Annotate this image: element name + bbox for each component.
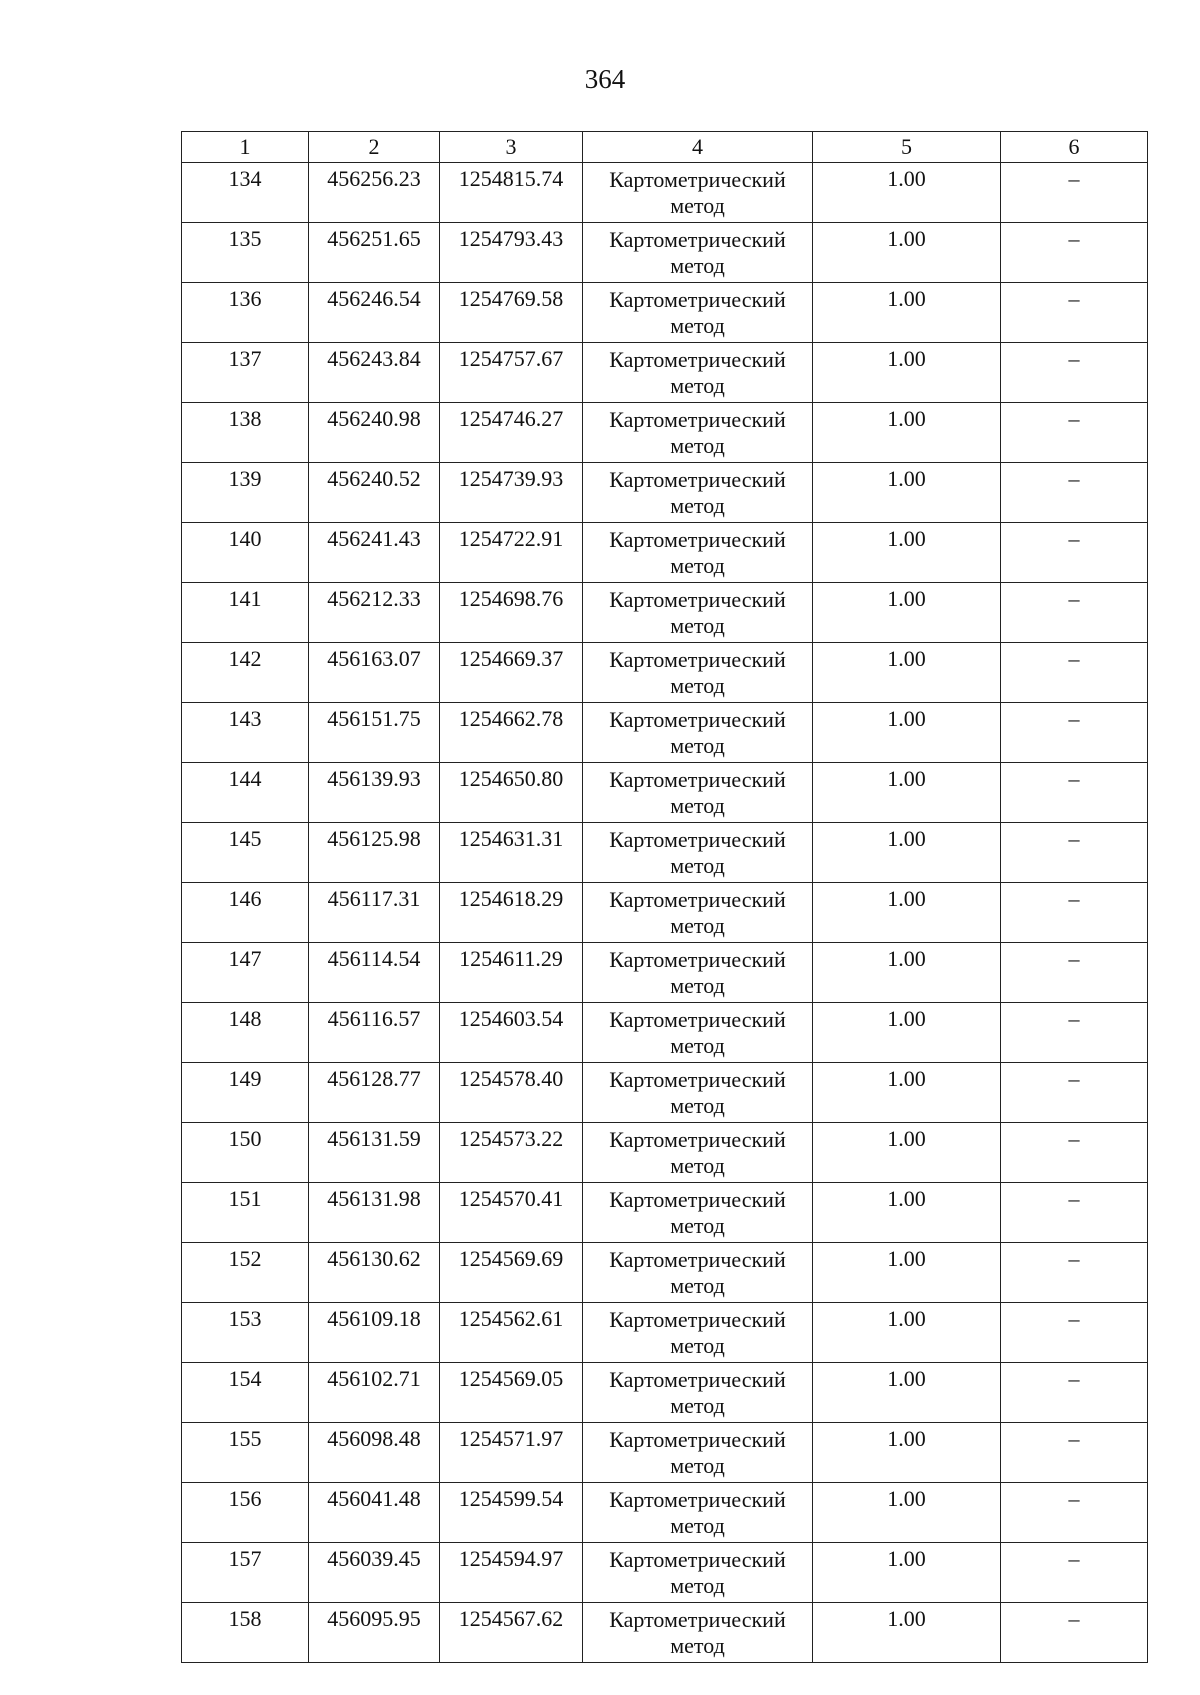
table-row: [182, 763, 1148, 823]
y-coordinate-cell: 1254793.43: [440, 223, 583, 283]
y-coordinate-cell: 1254746.27: [440, 403, 583, 463]
x-coordinate-cell: 456240.98: [309, 403, 440, 463]
note-cell: –: [1001, 1063, 1148, 1123]
accuracy-cell: 1.00: [813, 1423, 1001, 1483]
x-coordinate-cell: 456246.54: [309, 283, 440, 343]
accuracy-cell: 1.00: [813, 1303, 1001, 1363]
header-col-6: 6: [1001, 132, 1148, 163]
header-col-4: 4: [583, 132, 813, 163]
method-cell: [583, 163, 813, 223]
method-cell: [583, 1603, 813, 1663]
method-line-2: метод: [670, 613, 725, 638]
method-cell: [583, 823, 813, 883]
y-coordinate-cell: 1254769.58: [440, 283, 583, 343]
table-row: [182, 1363, 1148, 1423]
y-coordinate-cell: 1254611.29: [440, 943, 583, 1003]
method-line-1: Картометрический: [609, 947, 786, 972]
x-coordinate-cell: 456098.48: [309, 1423, 440, 1483]
method-line-1: Картометрический: [609, 707, 786, 732]
accuracy-cell: 1.00: [813, 283, 1001, 343]
method-line-1: Картометрический: [609, 287, 786, 312]
method-line-1: Картометрический: [609, 587, 786, 612]
table-row: [182, 823, 1148, 883]
point-number-cell: 150: [182, 1123, 309, 1183]
point-number-cell: 139: [182, 463, 309, 523]
x-coordinate-cell: 456163.07: [309, 643, 440, 703]
point-number-cell: 152: [182, 1243, 309, 1303]
y-coordinate-cell: 1254739.93: [440, 463, 583, 523]
note-cell: –: [1001, 703, 1148, 763]
accuracy-cell: 1.00: [813, 1183, 1001, 1243]
x-coordinate-cell: 456116.57: [309, 1003, 440, 1063]
method-line-1: Картометрический: [609, 347, 786, 372]
note-cell: –: [1001, 1483, 1148, 1543]
x-coordinate-cell: 456243.84: [309, 343, 440, 403]
method-line-1: Картометрический: [609, 1307, 786, 1332]
method-line-1: Картометрический: [609, 1367, 786, 1392]
header-col-1: 1: [182, 132, 309, 163]
table-row: [182, 1183, 1148, 1243]
note-cell: –: [1001, 1003, 1148, 1063]
point-number-cell: 147: [182, 943, 309, 1003]
note-cell: –: [1001, 343, 1148, 403]
y-coordinate-cell: 1254603.54: [440, 1003, 583, 1063]
method-line-2: метод: [670, 493, 725, 518]
note-cell: –: [1001, 1243, 1148, 1303]
point-number-cell: 145: [182, 823, 309, 883]
note-cell: –: [1001, 1183, 1148, 1243]
y-coordinate-cell: 1254815.74: [440, 163, 583, 223]
accuracy-cell: 1.00: [813, 943, 1001, 1003]
accuracy-cell: 1.00: [813, 1243, 1001, 1303]
y-coordinate-cell: 1254650.80: [440, 763, 583, 823]
method-cell: [583, 463, 813, 523]
method-line-2: метод: [670, 433, 725, 458]
x-coordinate-cell: 456212.33: [309, 583, 440, 643]
table-row: [182, 1303, 1148, 1363]
x-coordinate-cell: 456109.18: [309, 1303, 440, 1363]
method-cell: [583, 1303, 813, 1363]
y-coordinate-cell: 1254571.97: [440, 1423, 583, 1483]
note-cell: –: [1001, 1543, 1148, 1603]
method-cell: [583, 1243, 813, 1303]
point-number-cell: 141: [182, 583, 309, 643]
point-number-cell: 154: [182, 1363, 309, 1423]
y-coordinate-cell: 1254599.54: [440, 1483, 583, 1543]
x-coordinate-cell: 456241.43: [309, 523, 440, 583]
y-coordinate-cell: 1254594.97: [440, 1543, 583, 1603]
method-line-1: Картометрический: [609, 647, 786, 672]
y-coordinate-cell: 1254722.91: [440, 523, 583, 583]
table-row: [182, 1243, 1148, 1303]
table-row: [182, 703, 1148, 763]
y-coordinate-cell: 1254569.05: [440, 1363, 583, 1423]
method-cell: [583, 1363, 813, 1423]
method-line-2: метод: [670, 253, 725, 278]
x-coordinate-cell: 456131.98: [309, 1183, 440, 1243]
y-coordinate-cell: 1254698.76: [440, 583, 583, 643]
note-cell: –: [1001, 1123, 1148, 1183]
point-number-cell: 151: [182, 1183, 309, 1243]
point-number-cell: 134: [182, 163, 309, 223]
method-line-1: Картометрический: [609, 1547, 786, 1572]
accuracy-cell: 1.00: [813, 403, 1001, 463]
note-cell: –: [1001, 163, 1148, 223]
method-line-1: Картометрический: [609, 1067, 786, 1092]
note-cell: –: [1001, 583, 1148, 643]
method-line-1: Картометрический: [609, 1427, 786, 1452]
method-cell: [583, 223, 813, 283]
table-row: [182, 403, 1148, 463]
point-number-cell: 137: [182, 343, 309, 403]
note-cell: –: [1001, 943, 1148, 1003]
method-line-2: метод: [670, 1273, 725, 1298]
accuracy-cell: 1.00: [813, 1123, 1001, 1183]
table-row: [182, 1543, 1148, 1603]
y-coordinate-cell: 1254569.69: [440, 1243, 583, 1303]
table-row: [182, 583, 1148, 643]
method-cell: [583, 283, 813, 343]
accuracy-cell: 1.00: [813, 1603, 1001, 1663]
accuracy-cell: 1.00: [813, 463, 1001, 523]
method-line-2: метод: [670, 853, 725, 878]
table-row: [182, 163, 1148, 223]
table-row: [182, 943, 1148, 1003]
note-cell: –: [1001, 223, 1148, 283]
method-cell: [583, 1003, 813, 1063]
method-cell: [583, 343, 813, 403]
method-cell: [583, 703, 813, 763]
method-cell: [583, 1543, 813, 1603]
method-line-2: метод: [670, 313, 725, 338]
x-coordinate-cell: 456039.45: [309, 1543, 440, 1603]
note-cell: –: [1001, 883, 1148, 943]
x-coordinate-cell: 456095.95: [309, 1603, 440, 1663]
method-cell: [583, 583, 813, 643]
method-line-2: метод: [670, 673, 725, 698]
x-coordinate-cell: 456041.48: [309, 1483, 440, 1543]
header-col-3: 3: [440, 132, 583, 163]
accuracy-cell: 1.00: [813, 1363, 1001, 1423]
table-row: [182, 1003, 1148, 1063]
point-number-cell: 146: [182, 883, 309, 943]
table-row: [182, 1123, 1148, 1183]
accuracy-cell: 1.00: [813, 343, 1001, 403]
method-line-1: Картометрический: [609, 767, 786, 792]
point-number-cell: 149: [182, 1063, 309, 1123]
x-coordinate-cell: 456128.77: [309, 1063, 440, 1123]
y-coordinate-cell: 1254573.22: [440, 1123, 583, 1183]
point-number-cell: 143: [182, 703, 309, 763]
method-cell: [583, 1063, 813, 1123]
method-line-1: Картометрический: [609, 467, 786, 492]
note-cell: –: [1001, 1363, 1148, 1423]
note-cell: –: [1001, 1603, 1148, 1663]
y-coordinate-cell: 1254631.31: [440, 823, 583, 883]
accuracy-cell: 1.00: [813, 643, 1001, 703]
method-cell: [583, 1123, 813, 1183]
accuracy-cell: 1.00: [813, 703, 1001, 763]
header-row: [182, 132, 1148, 163]
x-coordinate-cell: 456151.75: [309, 703, 440, 763]
point-number-cell: 157: [182, 1543, 309, 1603]
x-coordinate-cell: 456251.65: [309, 223, 440, 283]
table-row: [182, 883, 1148, 943]
method-line-2: метод: [670, 913, 725, 938]
point-number-cell: 153: [182, 1303, 309, 1363]
method-line-2: метод: [670, 1453, 725, 1478]
method-cell: [583, 643, 813, 703]
method-cell: [583, 883, 813, 943]
method-line-1: Картометрический: [609, 407, 786, 432]
method-line-2: метод: [670, 973, 725, 998]
x-coordinate-cell: 456139.93: [309, 763, 440, 823]
point-number-cell: 156: [182, 1483, 309, 1543]
y-coordinate-cell: 1254567.62: [440, 1603, 583, 1663]
note-cell: –: [1001, 643, 1148, 703]
method-cell: [583, 763, 813, 823]
header-col-5: 5: [813, 132, 1001, 163]
method-line-2: метод: [670, 193, 725, 218]
table-row: [182, 523, 1148, 583]
method-line-1: Картометрический: [609, 1007, 786, 1032]
method-cell: [583, 523, 813, 583]
note-cell: –: [1001, 403, 1148, 463]
method-line-2: метод: [670, 1633, 725, 1658]
table-row: [182, 463, 1148, 523]
x-coordinate-cell: 456102.71: [309, 1363, 440, 1423]
method-line-2: метод: [670, 1033, 725, 1058]
coordinates-table: [181, 131, 1148, 1663]
method-line-2: метод: [670, 1573, 725, 1598]
method-line-1: Картометрический: [609, 1127, 786, 1152]
accuracy-cell: 1.00: [813, 583, 1001, 643]
point-number-cell: 140: [182, 523, 309, 583]
method-line-2: метод: [670, 373, 725, 398]
method-line-1: Картометрический: [609, 1247, 786, 1272]
method-cell: [583, 1183, 813, 1243]
table-body: [182, 163, 1148, 1663]
method-line-2: метод: [670, 1093, 725, 1118]
x-coordinate-cell: 456240.52: [309, 463, 440, 523]
y-coordinate-cell: 1254669.37: [440, 643, 583, 703]
accuracy-cell: 1.00: [813, 1003, 1001, 1063]
table-row: [182, 1603, 1148, 1663]
accuracy-cell: 1.00: [813, 1063, 1001, 1123]
method-cell: [583, 1423, 813, 1483]
method-line-2: метод: [670, 1513, 725, 1538]
note-cell: –: [1001, 1303, 1148, 1363]
point-number-cell: 142: [182, 643, 309, 703]
accuracy-cell: 1.00: [813, 523, 1001, 583]
accuracy-cell: 1.00: [813, 1543, 1001, 1603]
y-coordinate-cell: 1254618.29: [440, 883, 583, 943]
method-line-2: метод: [670, 793, 725, 818]
accuracy-cell: 1.00: [813, 883, 1001, 943]
y-coordinate-cell: 1254757.67: [440, 343, 583, 403]
method-line-2: метод: [670, 1213, 725, 1238]
note-cell: –: [1001, 463, 1148, 523]
x-coordinate-cell: 456125.98: [309, 823, 440, 883]
table-row: [182, 643, 1148, 703]
method-line-2: метод: [670, 553, 725, 578]
x-coordinate-cell: 456117.31: [309, 883, 440, 943]
method-line-1: Картометрический: [609, 1487, 786, 1512]
method-line-2: метод: [670, 733, 725, 758]
method-cell: [583, 943, 813, 1003]
page-number-text: 364: [584, 64, 626, 94]
method-line-1: Картометрический: [609, 1607, 786, 1632]
y-coordinate-cell: 1254578.40: [440, 1063, 583, 1123]
method-cell: [583, 403, 813, 463]
x-coordinate-cell: 456131.59: [309, 1123, 440, 1183]
accuracy-cell: 1.00: [813, 763, 1001, 823]
method-line-2: метод: [670, 1393, 725, 1418]
table-row: [182, 283, 1148, 343]
header-col-2: 2: [309, 132, 440, 163]
table-row: [182, 343, 1148, 403]
point-number-cell: 135: [182, 223, 309, 283]
method-line-1: Картометрический: [609, 227, 786, 252]
table-row: [182, 1423, 1148, 1483]
method-line-1: Картометрический: [609, 1187, 786, 1212]
accuracy-cell: 1.00: [813, 823, 1001, 883]
method-line-1: Картометрический: [609, 827, 786, 852]
note-cell: –: [1001, 823, 1148, 883]
point-number-cell: 136: [182, 283, 309, 343]
point-number-cell: 158: [182, 1603, 309, 1663]
method-line-1: Картометрический: [609, 887, 786, 912]
accuracy-cell: 1.00: [813, 1483, 1001, 1543]
method-line-1: Картометрический: [609, 527, 786, 552]
page-number: [0, 64, 1200, 95]
table-row: [182, 223, 1148, 283]
table-row: [182, 1063, 1148, 1123]
method-cell: [583, 1483, 813, 1543]
table-row: [182, 1483, 1148, 1543]
y-coordinate-cell: 1254562.61: [440, 1303, 583, 1363]
x-coordinate-cell: 456130.62: [309, 1243, 440, 1303]
y-coordinate-cell: 1254662.78: [440, 703, 583, 763]
note-cell: –: [1001, 1423, 1148, 1483]
point-number-cell: 144: [182, 763, 309, 823]
method-line-2: метод: [670, 1153, 725, 1178]
note-cell: –: [1001, 763, 1148, 823]
accuracy-cell: 1.00: [813, 223, 1001, 283]
note-cell: –: [1001, 523, 1148, 583]
method-line-1: Картометрический: [609, 167, 786, 192]
accuracy-cell: 1.00: [813, 163, 1001, 223]
x-coordinate-cell: 456114.54: [309, 943, 440, 1003]
note-cell: –: [1001, 283, 1148, 343]
point-number-cell: 148: [182, 1003, 309, 1063]
point-number-cell: 138: [182, 403, 309, 463]
method-line-2: метод: [670, 1333, 725, 1358]
y-coordinate-cell: 1254570.41: [440, 1183, 583, 1243]
point-number-cell: 155: [182, 1423, 309, 1483]
x-coordinate-cell: 456256.23: [309, 163, 440, 223]
